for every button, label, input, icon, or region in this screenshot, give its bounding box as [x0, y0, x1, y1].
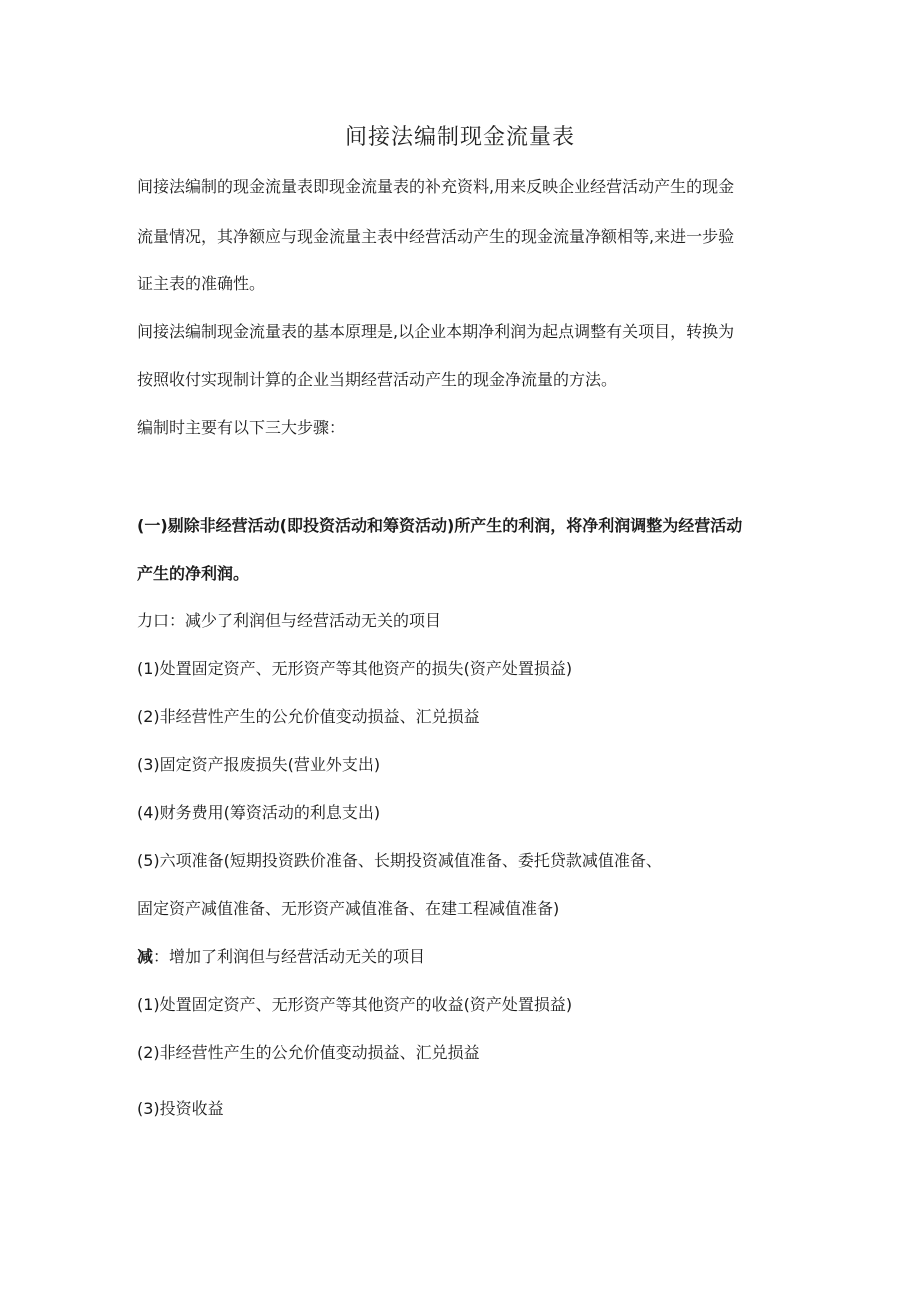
add-item: (5)六项准备(短期投资跌价准备、长期投资减值准备、委托贷款减值准备、 — [137, 851, 662, 870]
intro-line: 编制时主要有以下三大步骤： — [137, 418, 346, 437]
add-item: (2)非经营性产生的公允价值变动损益、汇兑损益 — [137, 707, 480, 726]
step1-heading: (一)剔除非经营活动(即投资活动和筹资活动)所产生的利润，将净利润调整为经营活动 — [137, 516, 743, 535]
intro-line: 流量情况，其净额应与现金流量主表中经营活动产生的现金流量净额相等,来进一步验 — [137, 227, 735, 246]
intro-line: 证主表的准确性。 — [137, 274, 266, 293]
intro-line: 间接法编制现金流量表的基本原理是,以企业本期净利润为起点调整有关项目，转换为 — [137, 322, 735, 341]
add-item: (3)固定资产报废损失(营业外支出) — [137, 755, 381, 774]
step1-heading: 产生的净利润。 — [137, 564, 250, 583]
add-item: 固定资产减值准备、无形资产减值准备、在建工程减值准备) — [137, 899, 560, 918]
subtract-item: (2)非经营性产生的公允价值变动损益、汇兑损益 — [137, 1043, 480, 1062]
subtract-label-keyword: 减 — [137, 947, 154, 966]
subtract-label — [137, 945, 425, 969]
subtract-item: (1)处置固定资产、无形资产等其他资产的收益(资产处置损益) — [137, 995, 573, 1014]
subtract-item: (3)投资收益 — [137, 1099, 224, 1118]
intro-line: 按照收付实现制计算的企业当期经营活动产生的现金净流量的方法。 — [137, 370, 618, 389]
add-label: 力口：减少了利润但与经营活动无关的项目 — [137, 611, 442, 630]
add-item: (1)处置固定资产、无形资产等其他资产的损失(资产处置损益) — [137, 659, 573, 678]
subtract-label-text: ：增加了利润但与经营活动无关的项目 — [153, 947, 426, 966]
page-title: 间接法编制现金流量表 — [344, 125, 575, 150]
intro-line: 间接法编制的现金流量表即现金流量表的补充资料,用来反映企业经营活动产生的现金 — [137, 177, 735, 196]
add-item: (4)财务费用(筹资活动的利息支出) — [137, 803, 381, 822]
